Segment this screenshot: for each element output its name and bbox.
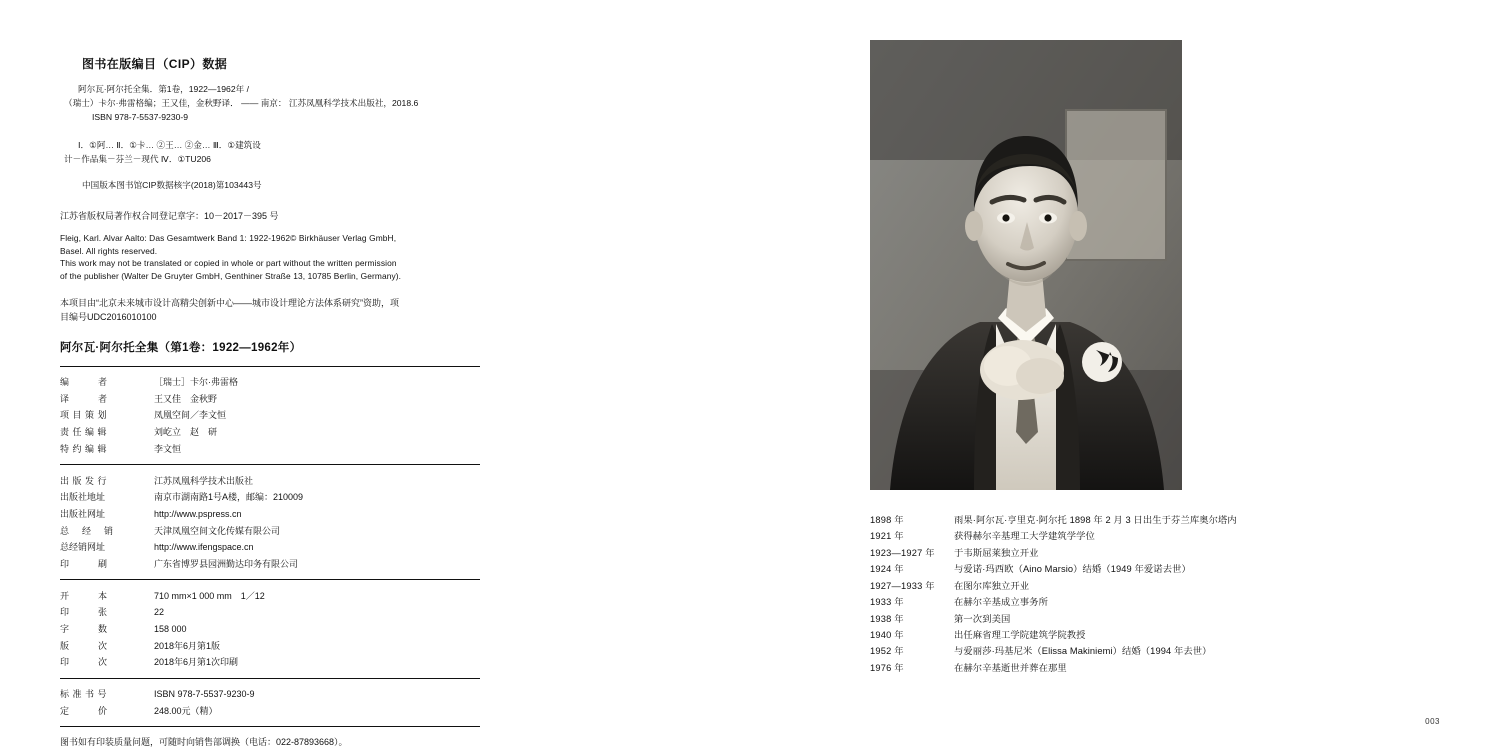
- spec-key: 版 次: [60, 640, 108, 651]
- table-row: [870, 545, 1430, 561]
- specs-table: [60, 588, 480, 671]
- credit-key: 译 者: [60, 393, 108, 404]
- page-number: 003: [1425, 717, 1440, 726]
- credit-key: 编 者: [60, 377, 108, 388]
- table-row: [60, 621, 480, 638]
- quality-note: 图书如有印装质量问题，可随时向销售部调换（电话：022-87893668）。: [60, 736, 348, 747]
- table-row: [60, 506, 480, 523]
- spec-key: 印 张: [60, 607, 108, 618]
- table-row: [870, 611, 1430, 627]
- timeline-event: 获得赫尔辛基理工大学建筑学学位: [954, 531, 1095, 542]
- cip-class-line: 计－作品集－芬兰－现代 Ⅳ．①TU206: [64, 153, 211, 164]
- publishing-value: http://www.pspress.cn: [154, 508, 242, 519]
- credit-value: ［瑞士］卡尔·弗雷格: [154, 377, 238, 388]
- timeline-year: 1923—1927 年: [870, 547, 935, 558]
- publishing-value: 南京市湖南路1号A楼，邮编：210009: [154, 492, 304, 503]
- table-row: [60, 441, 480, 458]
- spec-value: 710 mm×1 000 mm 1／12: [154, 590, 265, 601]
- funding-line: 目编号UDC2016010100: [60, 312, 157, 323]
- credit-key: 特 约 编 辑: [60, 443, 108, 454]
- cip-line: 阿尔瓦·阿尔托全集．第1卷，1922—1962年 /: [78, 84, 249, 94]
- table-row: [60, 473, 480, 490]
- divider: [60, 678, 480, 679]
- table-row: [870, 578, 1430, 594]
- table-row: [60, 638, 480, 655]
- publishing-key: 总 经 销: [60, 525, 114, 536]
- publishing-value: 广东省博罗县园洲勤达印务有限公司: [154, 558, 299, 569]
- cip-number: 中国版本图书馆CIP数据核字(2018)第103443号: [82, 179, 262, 190]
- timeline-event: 与爱诺·玛西欧（Aino Marsio）结婚（1949 年爱诺去世）: [954, 564, 1191, 575]
- portrait-photo: [870, 40, 1182, 490]
- table-row: [60, 523, 480, 540]
- funding-statement: [60, 296, 480, 326]
- isbn-value: ISBN 978-7-5537-9230-9: [154, 689, 255, 700]
- publishing-table: [60, 473, 480, 573]
- latin-line: Basel. All rights reserved.: [60, 245, 158, 256]
- table-row: [870, 512, 1430, 528]
- table-row: [60, 391, 480, 408]
- timeline-year: 1898 年: [870, 514, 904, 525]
- publishing-value: http://www.ifengspace.cn: [154, 542, 254, 553]
- timeline-year: 1933 年: [870, 597, 904, 608]
- table-row: [60, 655, 480, 672]
- spec-value: 2018年6月第1次印刷: [154, 657, 239, 668]
- cip-line: 江苏凤凰科学技术出版社，2018.6: [288, 98, 419, 109]
- latin-line: of the publisher (Walter De Gruyter GmbH, Genthiner Straße 13, 10785 Berlin, Germany).: [60, 270, 402, 281]
- cip-heading: 图书在版编目（CIP）数据: [82, 57, 228, 71]
- timeline-event: 第一次到美国: [954, 613, 1011, 624]
- timeline-event: 在图尔库独立开业: [954, 580, 1030, 591]
- isbn-price-table: [60, 687, 480, 720]
- table-row: [870, 561, 1430, 577]
- funding-line: 本项目由“北京未来城市设计高精尖创新中心——城市设计理论方法体系研究”资助，项: [60, 297, 399, 308]
- biography-timeline: [870, 512, 1430, 677]
- credit-value: 凤凰空间／李文恒: [154, 410, 227, 421]
- timeline-year: 1927—1933 年: [870, 580, 935, 591]
- price-value: 248.00元（精）: [154, 705, 218, 716]
- timeline-event: 在赫尔辛基逝世并葬在那里: [954, 662, 1067, 673]
- cip-entry: [64, 82, 480, 125]
- latin-line: Fleig, Karl. Alvar Aalto: Das Gesamtwerk Band 1: 1922-1962© Birkhäuser Verlag GmbH,: [60, 233, 397, 244]
- latin-copyright-block: [60, 232, 480, 282]
- table-row: [870, 627, 1430, 643]
- book-title: 阿尔瓦·阿尔托全集（第1卷：1922—1962年）: [60, 342, 302, 355]
- table-row: [60, 425, 480, 442]
- timeline-event: 在赫尔辛基成立事务所: [954, 597, 1048, 608]
- spec-value: 22: [154, 607, 165, 618]
- table-row: [870, 594, 1430, 610]
- spec-key: 字 数: [60, 624, 108, 635]
- credit-value: 王又佳 金秋野: [154, 393, 218, 404]
- table-row: [60, 375, 480, 392]
- table-row: [60, 408, 480, 425]
- credit-key: 项 目 策 划: [60, 410, 108, 421]
- credit-value: 刘屹立 赵 研: [154, 427, 218, 438]
- spec-key: 印 次: [60, 657, 108, 668]
- publishing-key: 出版社地址: [60, 492, 106, 503]
- cip-line: （瑞士）卡尔·弗雷格编；王又佳，金秋野译． —— 南京：: [64, 98, 287, 109]
- timeline-event: 出任麻省理工学院建筑学院教授: [954, 629, 1086, 640]
- timeline-event: 雨果·阿尔瓦·亨里克·阿尔托 1898 年 2 月 3 日出生于芬兰库奥尔塔内: [954, 514, 1237, 525]
- timeline-event: 于韦斯屈莱独立开业: [954, 547, 1039, 558]
- timeline-year: 1952 年: [870, 646, 904, 657]
- portrait-alvar-aalto-image: [870, 40, 1182, 490]
- divider: [60, 464, 480, 465]
- timeline-year: 1938 年: [870, 613, 904, 624]
- cip-class-line: Ⅰ．①阿… Ⅱ．①卡… ②王… ②金… Ⅲ．①建筑设: [78, 139, 261, 150]
- timeline-year: 1924 年: [870, 564, 904, 575]
- divider: [60, 366, 480, 367]
- table-row: [60, 540, 480, 557]
- credits-table: [60, 375, 480, 458]
- divider: [60, 579, 480, 580]
- table-row: [870, 528, 1430, 544]
- spec-value: 2018年6月第1版: [154, 640, 221, 651]
- publishing-value: 天津凤凰空间文化传媒有限公司: [154, 525, 281, 536]
- table-row: [60, 605, 480, 622]
- price-key: 定 价: [60, 705, 108, 716]
- publishing-key: 出版社网址: [60, 508, 106, 519]
- timeline-year: 1940 年: [870, 629, 904, 640]
- cip-isbn: ISBN 978-7-5537-9230-9: [92, 112, 189, 123]
- table-row: [870, 660, 1430, 676]
- publishing-key: 出 版 发 行: [60, 475, 108, 486]
- divider: [60, 726, 480, 727]
- cip-classification: [64, 138, 480, 166]
- colophon-block: [60, 55, 480, 749]
- latin-line: This work may not be translated or copied in whole or part without the written permission: [60, 258, 397, 269]
- table-row: [60, 490, 480, 507]
- table-row: [60, 703, 480, 720]
- publishing-key: 印 刷: [60, 558, 108, 569]
- table-row: [870, 644, 1430, 660]
- timeline-year: 1921 年: [870, 531, 904, 542]
- timeline-year: 1976 年: [870, 662, 904, 673]
- timeline-event: 与爱丽莎·玛基尼米（Elissa Makiniemi）结婚（1994 年去世）: [954, 646, 1212, 657]
- table-row: [60, 556, 480, 573]
- spec-value: 158 000: [154, 624, 187, 635]
- isbn-key: 标 准 书 号: [60, 689, 108, 700]
- credit-key: 责 任 编 辑: [60, 427, 108, 438]
- table-row: [60, 687, 480, 704]
- publishing-value: 江苏凤凰科学技术出版社: [154, 475, 254, 486]
- credit-value: 李文恒: [154, 443, 182, 454]
- table-row: [60, 588, 480, 605]
- copyright-registration: 江苏省版权局著作权合同登记章字：10－2017－395 号: [60, 210, 279, 221]
- spec-key: 开 本: [60, 590, 108, 601]
- publishing-key: 总经销网址: [60, 542, 106, 553]
